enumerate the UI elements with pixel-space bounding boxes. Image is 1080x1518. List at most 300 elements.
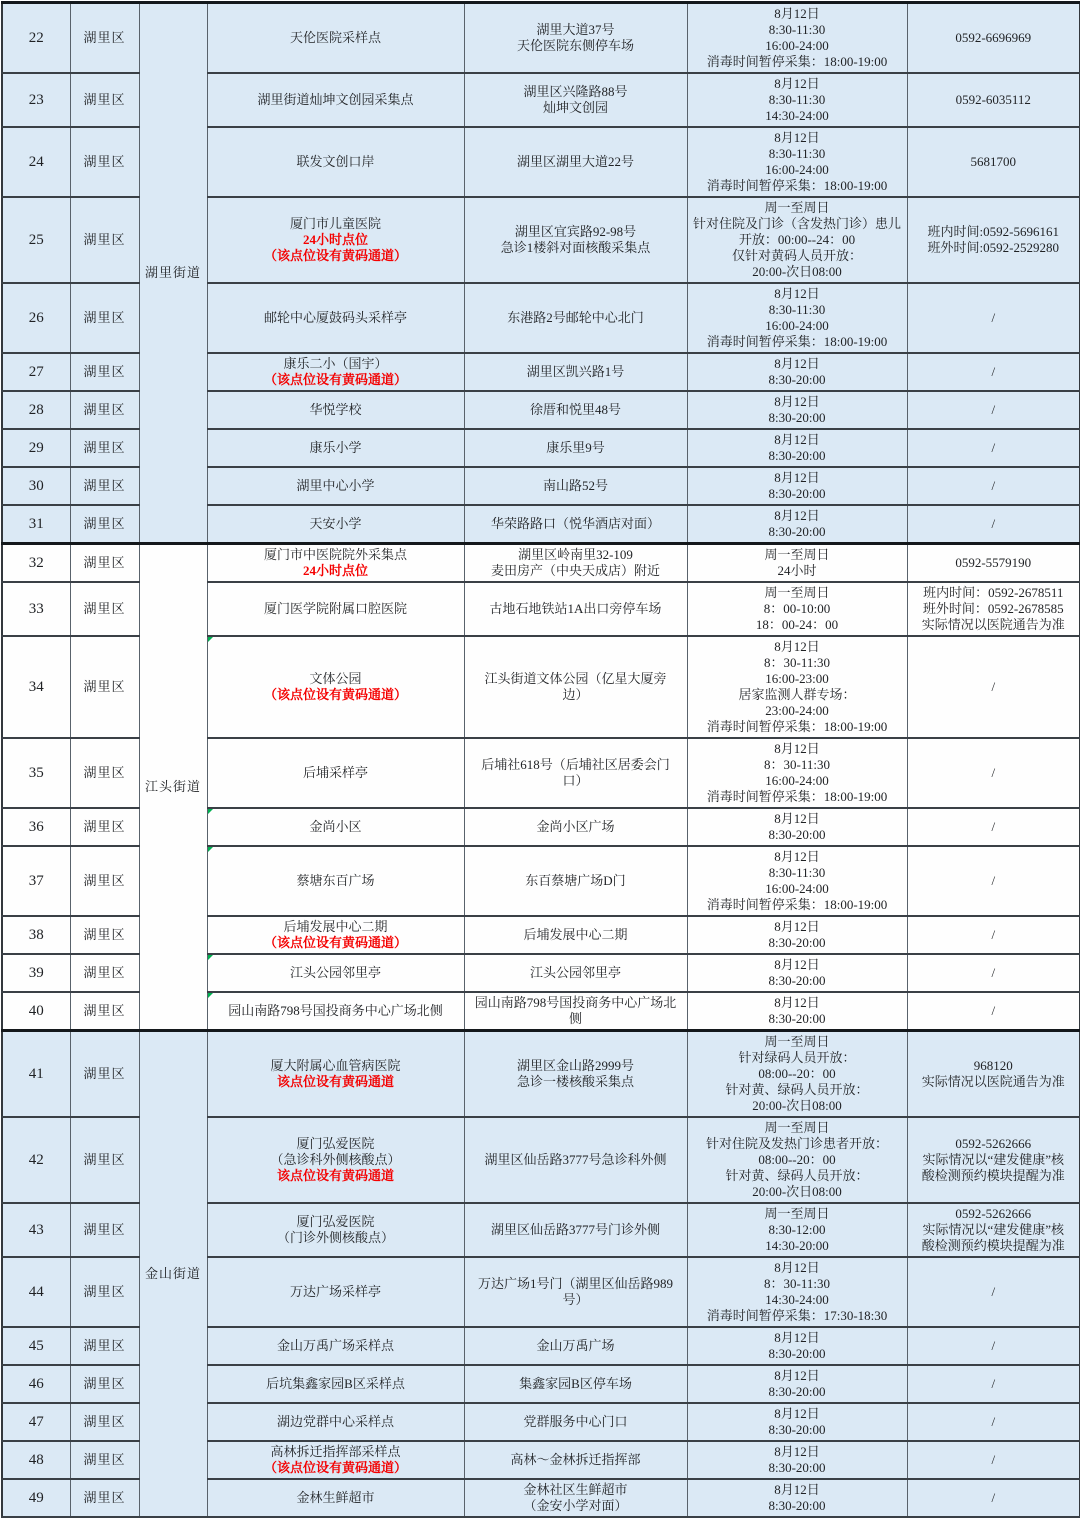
row-number-cell [2, 391, 70, 429]
address-line: 古地石地铁站1A出口旁停车场 [489, 601, 662, 616]
phone-line: 0592-6035112 [955, 92, 1031, 107]
row-number-cell [2, 73, 70, 127]
table-body [2, 3, 1080, 1518]
district-label: 湖里区 [83, 601, 126, 616]
yellow-code-note: （该点位设有黄码通道） [263, 687, 407, 702]
address-cell [464, 1117, 687, 1203]
address-line: 金山万禹广场 [536, 1338, 615, 1353]
district-label: 湖里区 [83, 1490, 126, 1505]
site-name-cell [207, 916, 464, 954]
row-number-cell [2, 3, 70, 74]
yellow-code-note: （该点位设有黄码通道） [263, 372, 407, 387]
row-number: 22 [28, 30, 44, 46]
site-name-line: 湖边党群中心采样点 [276, 1414, 394, 1429]
time-cell [687, 127, 907, 197]
phone-line: / [991, 819, 996, 834]
site-name-line: 文体公园 [309, 671, 362, 686]
district-cell [70, 1479, 139, 1517]
time-line: 8:30-20:00 [768, 410, 826, 425]
district-cell [70, 73, 139, 127]
time-line: 8月12日 [774, 508, 820, 523]
time-cell [687, 1031, 907, 1118]
phone-line: / [991, 1376, 996, 1391]
phone-cell [907, 429, 1080, 467]
address-line: 灿坤文创园 [542, 100, 608, 115]
site-name-cell [207, 1257, 464, 1327]
row-number: 33 [28, 601, 44, 617]
site-name-line: 湖里街道灿坤文创园采集点 [257, 92, 414, 107]
row-number: 27 [28, 364, 44, 380]
phone-line: 实际情况以“建发健康”核 [922, 1152, 1065, 1167]
address-line: 湖里区仙岳路3777号急诊科外侧 [484, 1152, 667, 1167]
row-number-cell [2, 505, 70, 544]
time-line: 8月12日 [774, 432, 820, 447]
phone-cell [907, 1365, 1080, 1403]
district-label: 湖里区 [83, 965, 126, 980]
row-number: 45 [28, 1338, 44, 1354]
address-line: 金尚小区广场 [536, 819, 615, 834]
address-cell [464, 954, 687, 992]
district-label: 湖里区 [83, 555, 126, 570]
time-cell [687, 3, 907, 74]
address-cell [464, 992, 687, 1031]
time-line: 8月12日 [774, 6, 820, 21]
address-cell [464, 916, 687, 954]
time-line: 8：30-11:30 [764, 655, 830, 670]
row-number: 39 [28, 965, 44, 981]
address-line: 万达广场1号门（湖里区仙岳路989 [477, 1276, 673, 1291]
phone-line: / [991, 478, 996, 493]
time-line: 8月12日 [774, 1444, 820, 1459]
row-number: 24 [28, 154, 44, 170]
time-cell [687, 353, 907, 391]
address-line: 江头公园邻里亭 [529, 965, 621, 980]
time-line: 8月12日 [774, 849, 820, 864]
phone-line: 酸检测预约模块提醒为准 [921, 1238, 1065, 1253]
district-cell [70, 127, 139, 197]
cell-corner-marker [208, 847, 213, 852]
district-label: 湖里区 [83, 1284, 126, 1299]
phone-line: 0592-6696969 [955, 30, 1032, 45]
address-line: 园山南路798号国投商务中心广场北 [474, 995, 677, 1010]
time-line: 居家监测人群专场： [738, 687, 856, 702]
phone-line: / [991, 873, 996, 888]
site-name-line: 后埔采样亭 [302, 765, 368, 780]
phone-line: 0592-5262666 [955, 1136, 1032, 1151]
address-line: 天伦医院东侧停车场 [516, 38, 634, 53]
address-line: 东港路2号邮轮中心北门 [507, 310, 644, 325]
time-line: 16:00-24:00 [765, 881, 829, 896]
time-line: 8:30-20:00 [768, 827, 826, 842]
yellow-code-note: （该点位设有黄码通道） [263, 935, 407, 950]
time-cell [687, 1117, 907, 1203]
row-number-cell [2, 992, 70, 1031]
site-name-line: 康乐小学 [309, 440, 362, 455]
page [0, 1, 1080, 1518]
time-cell [687, 582, 907, 636]
site-name-line: 华悦学校 [309, 402, 362, 417]
row-number: 38 [28, 927, 44, 943]
row-number-cell [2, 1031, 70, 1118]
district-label: 湖里区 [83, 30, 126, 45]
site-name-cell [207, 197, 464, 283]
site-name-cell [207, 1441, 464, 1479]
time-line: 23:00-24:00 [765, 703, 829, 718]
phone-line: 班内时间:0592-5696161 [927, 224, 1059, 239]
cell-corner-marker [208, 993, 213, 998]
site-name-line: 金山万禹广场采样点 [276, 1338, 394, 1353]
time-line: 16:00-24:00 [765, 162, 829, 177]
district-cell [70, 429, 139, 467]
site-name-cell [207, 846, 464, 916]
time-line: 消毒时间暂停采集：18:00-19:00 [706, 54, 888, 69]
yellow-code-note: 24小时点位 [302, 232, 368, 247]
district-label: 湖里区 [83, 927, 126, 942]
row-number-cell [2, 197, 70, 283]
row-number: 41 [28, 1066, 44, 1082]
district-label: 湖里区 [83, 1452, 126, 1467]
address-cell [464, 505, 687, 544]
district-label: 湖里区 [83, 310, 126, 325]
row-number: 47 [28, 1414, 44, 1430]
address-line: 金林社区生鲜超市 [523, 1482, 628, 1497]
site-name-line: 厦大附属心血管病医院 [270, 1058, 401, 1073]
row-number: 35 [28, 765, 44, 781]
time-cell [687, 73, 907, 127]
address-cell [464, 738, 687, 808]
site-name-cell [207, 1031, 464, 1118]
phone-cell [907, 1117, 1080, 1203]
address-cell [464, 73, 687, 127]
phone-cell [907, 582, 1080, 636]
address-line: 党群服务中心门口 [523, 1414, 628, 1429]
phone-line: / [991, 965, 996, 980]
phone-line: / [991, 679, 996, 694]
time-cell [687, 505, 907, 544]
district-cell [70, 391, 139, 429]
address-line: 口） [562, 773, 589, 788]
district-label: 湖里区 [83, 765, 126, 780]
time-cell [687, 808, 907, 846]
phone-line: / [991, 1414, 996, 1429]
phone-cell [907, 505, 1080, 544]
site-name-cell [207, 127, 464, 197]
time-cell [687, 467, 907, 505]
street-label: 江头街道 [144, 779, 201, 794]
row-number-cell [2, 544, 70, 583]
address-cell [464, 1479, 687, 1517]
district-label: 湖里区 [83, 364, 126, 379]
site-name-cell [207, 391, 464, 429]
district-label: 湖里区 [83, 440, 126, 455]
table-row [2, 544, 1080, 583]
row-number-cell [2, 582, 70, 636]
time-line: 8:30-20:00 [768, 524, 826, 539]
row-number: 49 [28, 1490, 44, 1506]
address-line: 湖里区兴隆路88号 [523, 84, 628, 99]
phone-cell [907, 1479, 1080, 1517]
phone-line: / [991, 927, 996, 942]
time-cell [687, 1479, 907, 1517]
time-line: 8：30-11:30 [764, 1276, 830, 1291]
phone-cell [907, 197, 1080, 283]
district-label: 湖里区 [83, 679, 126, 694]
district-cell [70, 1327, 139, 1365]
row-number-cell [2, 738, 70, 808]
time-line: 仅针对黄码人员开放： [731, 248, 862, 263]
phone-line: 实际情况以医院通告为准 [921, 617, 1065, 632]
district-cell [70, 283, 139, 353]
address-cell [464, 127, 687, 197]
time-line: 8:30-12:00 [768, 1222, 826, 1237]
site-name-cell [207, 3, 464, 74]
address-cell [464, 846, 687, 916]
time-line: 8:30-20:00 [768, 935, 826, 950]
site-name-line: 厦门弘爱医院 [296, 1214, 375, 1229]
time-line: 8:30-20:00 [768, 486, 826, 501]
time-cell [687, 916, 907, 954]
time-line: 14:30-20:00 [765, 1238, 829, 1253]
time-line: 周一至周日 [764, 200, 830, 215]
district-cell [70, 1117, 139, 1203]
table-row [2, 1031, 1080, 1118]
address-line: 华荣路路口（悦华酒店对面） [490, 516, 660, 531]
row-number: 40 [28, 1003, 44, 1019]
address-cell [464, 1203, 687, 1257]
phone-line: / [991, 440, 996, 455]
phone-line: / [991, 1003, 996, 1018]
phone-cell [907, 1203, 1080, 1257]
time-line: 8月12日 [774, 76, 820, 91]
time-cell [687, 429, 907, 467]
site-name-line: 园山南路798号国投商务中心广场北侧 [228, 1003, 443, 1018]
row-number: 32 [28, 555, 44, 571]
row-number: 31 [28, 516, 44, 532]
phone-line: / [991, 1284, 996, 1299]
phone-line: / [991, 402, 996, 417]
phone-cell [907, 1403, 1080, 1441]
row-number-cell [2, 636, 70, 738]
time-line: 8月12日 [774, 741, 820, 756]
row-number-cell [2, 1257, 70, 1327]
site-name-cell [207, 1365, 464, 1403]
address-cell [464, 1441, 687, 1479]
address-line: 侧 [568, 1011, 582, 1026]
street-merged-cell [139, 3, 207, 544]
district-cell [70, 3, 139, 74]
address-line: 湖里区凯兴路1号 [526, 364, 625, 379]
time-line: 针对绿码人员开放： [738, 1050, 856, 1065]
time-line: 8月12日 [774, 130, 820, 145]
time-line: 针对黄、绿码人员开放： [725, 1168, 869, 1183]
site-name-line: 后坑集鑫家园B区采样点 [266, 1376, 405, 1391]
address-cell [464, 1365, 687, 1403]
time-line: 8:30-20:00 [768, 1384, 826, 1399]
time-line: 8:30-11:30 [768, 865, 826, 880]
phone-cell [907, 544, 1080, 583]
phone-line: 班外时间:0592-2529280 [927, 240, 1059, 255]
row-number: 43 [28, 1222, 44, 1238]
phone-line: / [991, 516, 996, 531]
time-line: 8:30-20:00 [768, 448, 826, 463]
site-name-cell [207, 1117, 464, 1203]
site-name-line: 江头公园邻里亭 [289, 965, 381, 980]
row-number: 23 [28, 92, 44, 108]
site-name-line: 万达广场采样亭 [289, 1284, 381, 1299]
time-line: 周一至周日 [764, 585, 830, 600]
phone-line: 5681700 [970, 154, 1016, 169]
site-name-line: 厦门市中医院院外采集点 [263, 547, 407, 562]
site-name-line: 联发文创口岸 [296, 154, 375, 169]
address-line: 江头街道文体公园（亿星大厦旁 [484, 671, 667, 686]
time-line: 8月12日 [774, 356, 820, 371]
time-line: 8月12日 [774, 639, 820, 654]
address-line: 号） [562, 1292, 589, 1307]
phone-line: 0592-5579190 [955, 555, 1032, 570]
time-line: 24小时 [777, 563, 817, 578]
cell-corner-marker [208, 637, 213, 642]
time-line: 20:00-次日08:00 [752, 264, 842, 279]
row-number: 46 [28, 1376, 44, 1392]
address-line: 湖里区宜宾路92-98号 [514, 224, 637, 239]
row-number-cell [2, 467, 70, 505]
time-line: 16:00-23:00 [765, 671, 829, 686]
district-label: 湖里区 [83, 478, 126, 493]
time-line: 8：00-10:00 [763, 601, 831, 616]
district-cell [70, 916, 139, 954]
address-cell [464, 283, 687, 353]
site-name-cell [207, 1203, 464, 1257]
phone-line: 班外时间：0592-2678585 [922, 601, 1064, 616]
row-number: 34 [28, 679, 44, 695]
row-number-cell [2, 954, 70, 992]
row-number: 44 [28, 1284, 44, 1300]
row-number-cell [2, 1365, 70, 1403]
time-cell [687, 738, 907, 808]
time-line: 消毒时间暂停采集：18:00-19:00 [706, 334, 888, 349]
row-number-cell [2, 429, 70, 467]
row-number: 29 [28, 440, 44, 456]
address-line: 湖里区岭南里32-109 [518, 547, 633, 562]
site-name-line: 天伦医院采样点 [289, 30, 381, 45]
district-label: 湖里区 [83, 1414, 126, 1429]
district-label: 湖里区 [83, 92, 126, 107]
address-cell [464, 808, 687, 846]
time-line: 8:30-11:30 [768, 146, 826, 161]
district-cell [70, 1031, 139, 1118]
address-cell [464, 636, 687, 738]
district-cell [70, 1257, 139, 1327]
site-name-cell [207, 1327, 464, 1365]
phone-cell [907, 1257, 1080, 1327]
time-line: 8月12日 [774, 394, 820, 409]
address-cell [464, 1403, 687, 1441]
phone-cell [907, 391, 1080, 429]
district-cell [70, 636, 139, 738]
time-line: 消毒时间暂停采集：17:30-18:30 [706, 1308, 888, 1323]
row-number-cell [2, 127, 70, 197]
site-name-cell [207, 582, 464, 636]
time-cell [687, 391, 907, 429]
site-name-line: 后埔发展中心二期 [283, 919, 388, 934]
phone-cell [907, 636, 1080, 738]
testing-sites-table [1, 1, 1080, 1518]
street-label: 金山街道 [144, 1266, 201, 1281]
address-cell [464, 3, 687, 74]
phone-cell [907, 1327, 1080, 1365]
address-cell [464, 582, 687, 636]
time-cell [687, 1365, 907, 1403]
time-line: 20:00-次日08:00 [752, 1184, 842, 1199]
phone-cell [907, 954, 1080, 992]
time-line: 8月12日 [774, 286, 820, 301]
yellow-code-note: （该点位设有黄码通道） [263, 1460, 407, 1475]
row-number-cell [2, 1117, 70, 1203]
site-name-cell [207, 808, 464, 846]
yellow-code-note: （该点位设有黄码通道） [263, 248, 407, 263]
district-cell [70, 353, 139, 391]
time-line: 针对黄、绿码人员开放： [725, 1082, 869, 1097]
site-name-line: （急诊科外侧核酸点） [270, 1152, 401, 1167]
site-name-cell [207, 636, 464, 738]
phone-line: / [991, 1338, 996, 1353]
district-label: 湖里区 [83, 154, 126, 169]
row-number: 28 [28, 402, 44, 418]
time-line: 8:30-11:30 [768, 302, 826, 317]
district-cell [70, 808, 139, 846]
phone-cell [907, 992, 1080, 1031]
time-cell [687, 1327, 907, 1365]
time-cell [687, 1403, 907, 1441]
time-line: 14:30-24:00 [765, 108, 829, 123]
district-cell [70, 544, 139, 583]
address-cell [464, 197, 687, 283]
site-name-cell [207, 429, 464, 467]
time-cell [687, 992, 907, 1031]
site-name-line: 蔡塘东百广场 [296, 873, 375, 888]
address-line: 后埔发展中心二期 [523, 927, 628, 942]
time-line: 8:30-11:30 [768, 22, 826, 37]
address-cell [464, 353, 687, 391]
district-cell [70, 738, 139, 808]
district-cell [70, 1365, 139, 1403]
time-line: 消毒时间暂停采集：18:00-19:00 [706, 789, 888, 804]
time-line: 消毒时间暂停采集：18:00-19:00 [706, 178, 888, 193]
phone-cell [907, 846, 1080, 916]
yellow-code-note: 该点位设有黄码通道 [276, 1168, 394, 1183]
time-line: 8月12日 [774, 919, 820, 934]
phone-cell [907, 808, 1080, 846]
row-number-cell [2, 1403, 70, 1441]
site-name-line: 金尚小区 [309, 819, 362, 834]
time-line: 08:00--20：00 [758, 1152, 836, 1167]
district-cell [70, 1441, 139, 1479]
district-label: 湖里区 [83, 232, 126, 247]
time-line: 周一至周日 [764, 547, 830, 562]
time-line: 08:00--20：00 [758, 1066, 836, 1081]
phone-line: 实际情况以医院通告为准 [921, 1074, 1065, 1089]
site-name-line: 高林拆迁指挥部采样点 [270, 1444, 401, 1459]
time-line: 20:00-次日08:00 [752, 1098, 842, 1113]
time-line: 16:00-24:00 [765, 318, 829, 333]
site-name-cell [207, 353, 464, 391]
address-line: （金安小学对面） [523, 1498, 628, 1513]
row-number: 26 [28, 310, 44, 326]
row-number: 25 [28, 232, 44, 248]
cell-corner-marker [208, 955, 213, 960]
time-line: 8:30-20:00 [768, 1346, 826, 1361]
time-line: 8:30-20:00 [768, 1498, 826, 1513]
